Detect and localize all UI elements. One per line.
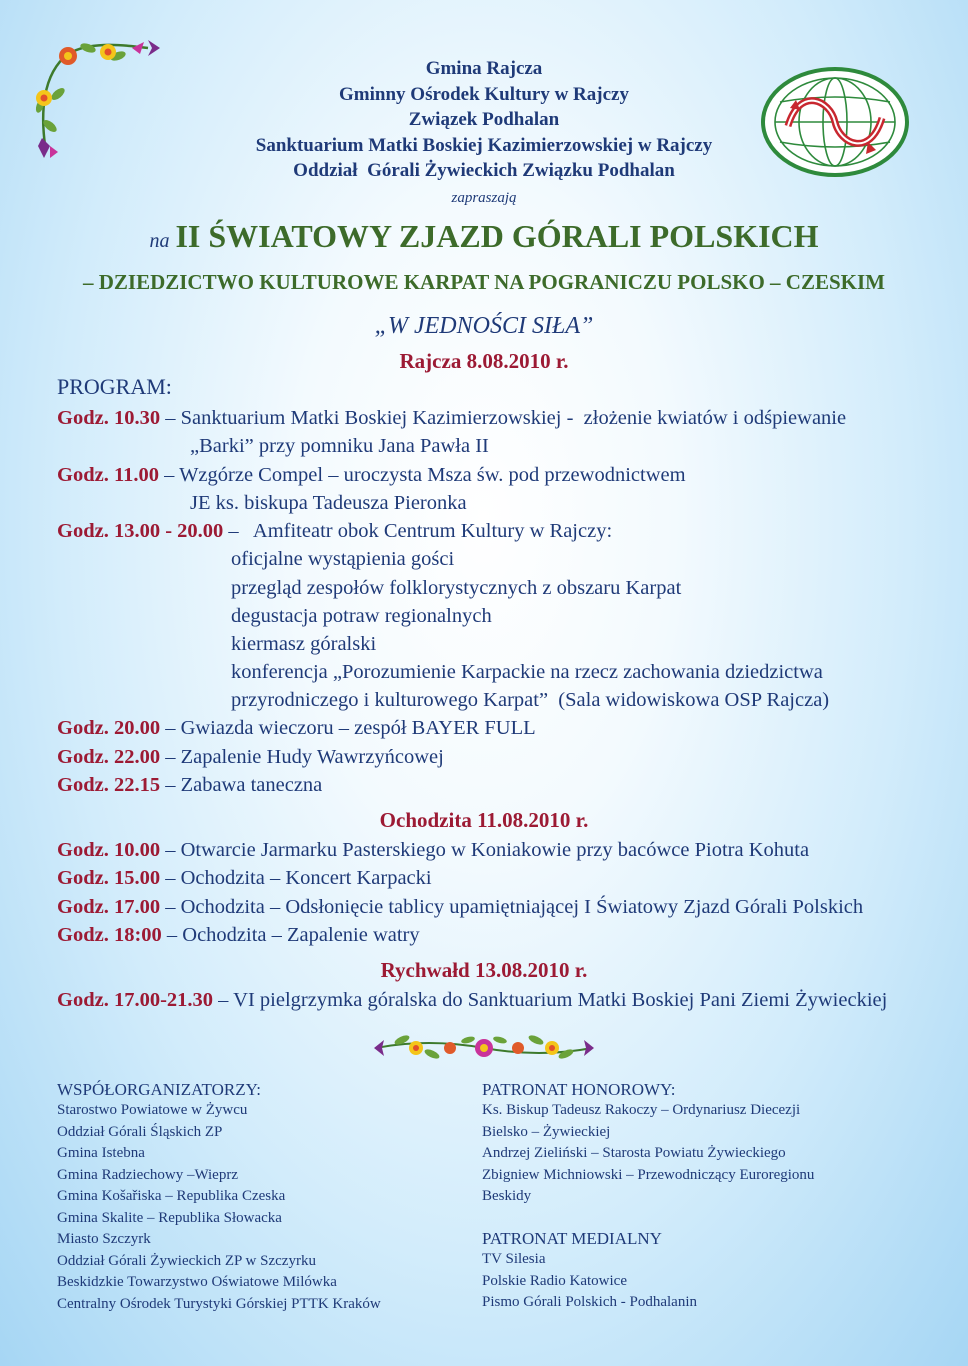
event-time: Godz. 11.00: [57, 464, 159, 486]
coorganizers-heading: WSPÓŁORGANIZATORZY:: [57, 1080, 262, 1099]
event-time: Godz. 20.00: [57, 717, 161, 739]
coorganizer-item: Starostwo Powiatowe w Żywcu: [57, 1102, 248, 1118]
title-text: II ŚWIATOWY ZJAZD GÓRALI POLSKICH: [175, 218, 819, 254]
event-time: Godz. 17.00-21.30: [57, 989, 214, 1011]
event-time: Godz. 22.15: [57, 774, 161, 796]
media-item: TV Silesia: [482, 1251, 546, 1267]
coorganizer-item: Miasto Szczyrk: [57, 1231, 151, 1247]
motto: „W JEDNOŚCI SIŁA”: [374, 313, 594, 339]
event-continuation: degustacja potraw regionalnych: [231, 605, 492, 627]
honorary-item: Bielsko – Żywieckiej: [482, 1123, 611, 1140]
event-row: [57, 517, 612, 545]
event-row: [57, 461, 686, 489]
media-heading: PATRONAT MEDIALNY: [482, 1229, 662, 1248]
event-text: – VI pielgrzymka góralska do Sanktuarium Matki Boskiej Pani Ziemi Żywieckiej: [213, 989, 888, 1011]
event-row: [57, 404, 846, 432]
event-row: [57, 714, 536, 742]
honorary-item: Zbigniew Michniowski – Przewodniczący Euroregionu: [482, 1166, 815, 1183]
event-text: – Otwarcie Jarmarku Pasterskiego w Koniakowie przy bacówce Piotra Kohuta: [160, 839, 810, 861]
coorganizer-item: Beskidzkie Towarzystwo Oświatowe Milówka: [57, 1274, 337, 1290]
coorganizer-item: Gmina Skalite – Republika Słowacka: [57, 1209, 282, 1226]
honorary-block: [482, 1080, 814, 1208]
event-text: – Zapalenie Hudy Wawrzyńcowej: [160, 746, 444, 768]
event-time: Godz. 17.00: [57, 896, 161, 918]
media-block: [482, 1229, 697, 1314]
day-heading: Rychwałd 13.08.2010 r.: [380, 958, 588, 982]
honorary-item: Andrzej Zieliński – Starosta Powiatu Żywieckiego: [482, 1145, 786, 1161]
event-row: [57, 864, 432, 892]
coorganizer-item: Gmina Istebna: [57, 1145, 145, 1161]
event-row: [57, 921, 420, 949]
honorary-item: Ks. Biskup Tadeusz Rakoczy – Ordynariusz Diecezji: [482, 1102, 801, 1118]
event-text: – Sanktuarium Matki Boskiej Kazimierzowskiej - złożenie kwiatów i odśpiewanie: [160, 407, 847, 429]
day-heading: Ochodzita 11.08.2010 r.: [379, 808, 589, 832]
organizer-line: Gminny Ośrodek Kultury w Rajczy: [339, 83, 629, 105]
page-subtitle: – DZIEDZICTWO KULTUROWE KARPAT NA POGRANICZU POLSKO – CZESKIM: [82, 270, 885, 294]
event-continuation: przegląd zespołów folklorystycznych z obszaru Karpat: [231, 577, 682, 599]
day-heading: Rajcza 8.08.2010 r.: [399, 349, 569, 373]
event-time: Godz. 15.00: [57, 867, 161, 889]
program-label: PROGRAM:: [57, 374, 172, 399]
media-item: Polskie Radio Katowice: [482, 1272, 627, 1289]
coorganizers-block: [57, 1080, 381, 1315]
coorganizer-item: Centralny Ośrodek Turystyki Górskiej PTTK Kraków: [57, 1295, 381, 1312]
event-time: Godz. 10.00: [57, 839, 161, 861]
event-continuation: JE ks. biskupa Tadeusza Pieronka: [190, 492, 467, 514]
event-text: – Ochodzita – Koncert Karpacki: [160, 867, 432, 889]
event-continuation: konferencja „Porozumienie Karpackie na rzecz zachowania dziedzictwa: [231, 661, 823, 683]
floral-divider-icon: [372, 1028, 596, 1066]
event-text: – Ochodzita – Odsłonięcie tablicy upamiętniającej I Światowy Zjazd Górali Polskich: [160, 896, 864, 918]
media-item: Pismo Górali Polskich - Podhalanin: [482, 1294, 697, 1310]
honorary-heading: PATRONAT HONOROWY:: [482, 1080, 676, 1099]
event-continuation: przyrodniczego i kulturowego Karpat” (Sala widowiskowa OSP Rajcza): [231, 689, 830, 711]
event-time: Godz. 22.00: [57, 746, 161, 768]
event-row: [57, 986, 887, 1014]
organizer-line: Oddział Górali Żywieckich Związku Podhalan: [293, 160, 675, 181]
event-continuation: „Barki” przy pomniku Jana Pawła II: [190, 435, 489, 457]
coorganizer-item: Gmina Košařiska – Republika Czeska: [57, 1188, 286, 1204]
event-text: – Gwiazda wieczoru – zespół BAYER FULL: [160, 717, 536, 739]
event-text: – Amfiteatr obok Centrum Kultury w Rajczy:: [223, 520, 613, 542]
event-continuation: oficjalne wystąpienia gości: [231, 548, 455, 570]
event-row: [57, 836, 809, 864]
event-text: – Ochodzita – Zapalenie watry: [161, 924, 420, 946]
invite-text: zapraszają: [451, 190, 517, 206]
event-row: [57, 743, 444, 771]
title-prefix: na: [149, 230, 170, 252]
page-title: [0, 218, 968, 255]
coorganizer-item: Oddział Górali Śląskich ZP: [57, 1123, 223, 1140]
honorary-item: Beskidy: [482, 1188, 532, 1204]
organizer-line: Gmina Rajcza: [425, 58, 543, 79]
event-time: Godz. 10.30: [57, 407, 161, 429]
coorganizer-item: Oddział Górali Żywieckich ZP w Szczyrku: [57, 1252, 316, 1269]
event-text: – Zabawa taneczna: [160, 774, 323, 796]
event-time: Godz. 13.00 - 20.00: [57, 520, 224, 542]
event-time: Godz. 18:00: [57, 924, 162, 946]
event-row: [57, 771, 322, 799]
organizer-line: Związek Podhalan: [408, 109, 560, 130]
coorganizer-item: Gmina Radziechowy –Wieprz: [57, 1166, 238, 1183]
event-row: [57, 893, 863, 921]
organizers-block: [0, 56, 968, 184]
organizer-line: Sanktuarium Matki Boskiej Kazimierzowskiej w Rajczy: [255, 134, 713, 156]
event-continuation: kiermasz góralski: [231, 633, 377, 655]
event-text: – Wzgórze Compel – uroczysta Msza św. pod przewodnictwem: [158, 464, 686, 486]
